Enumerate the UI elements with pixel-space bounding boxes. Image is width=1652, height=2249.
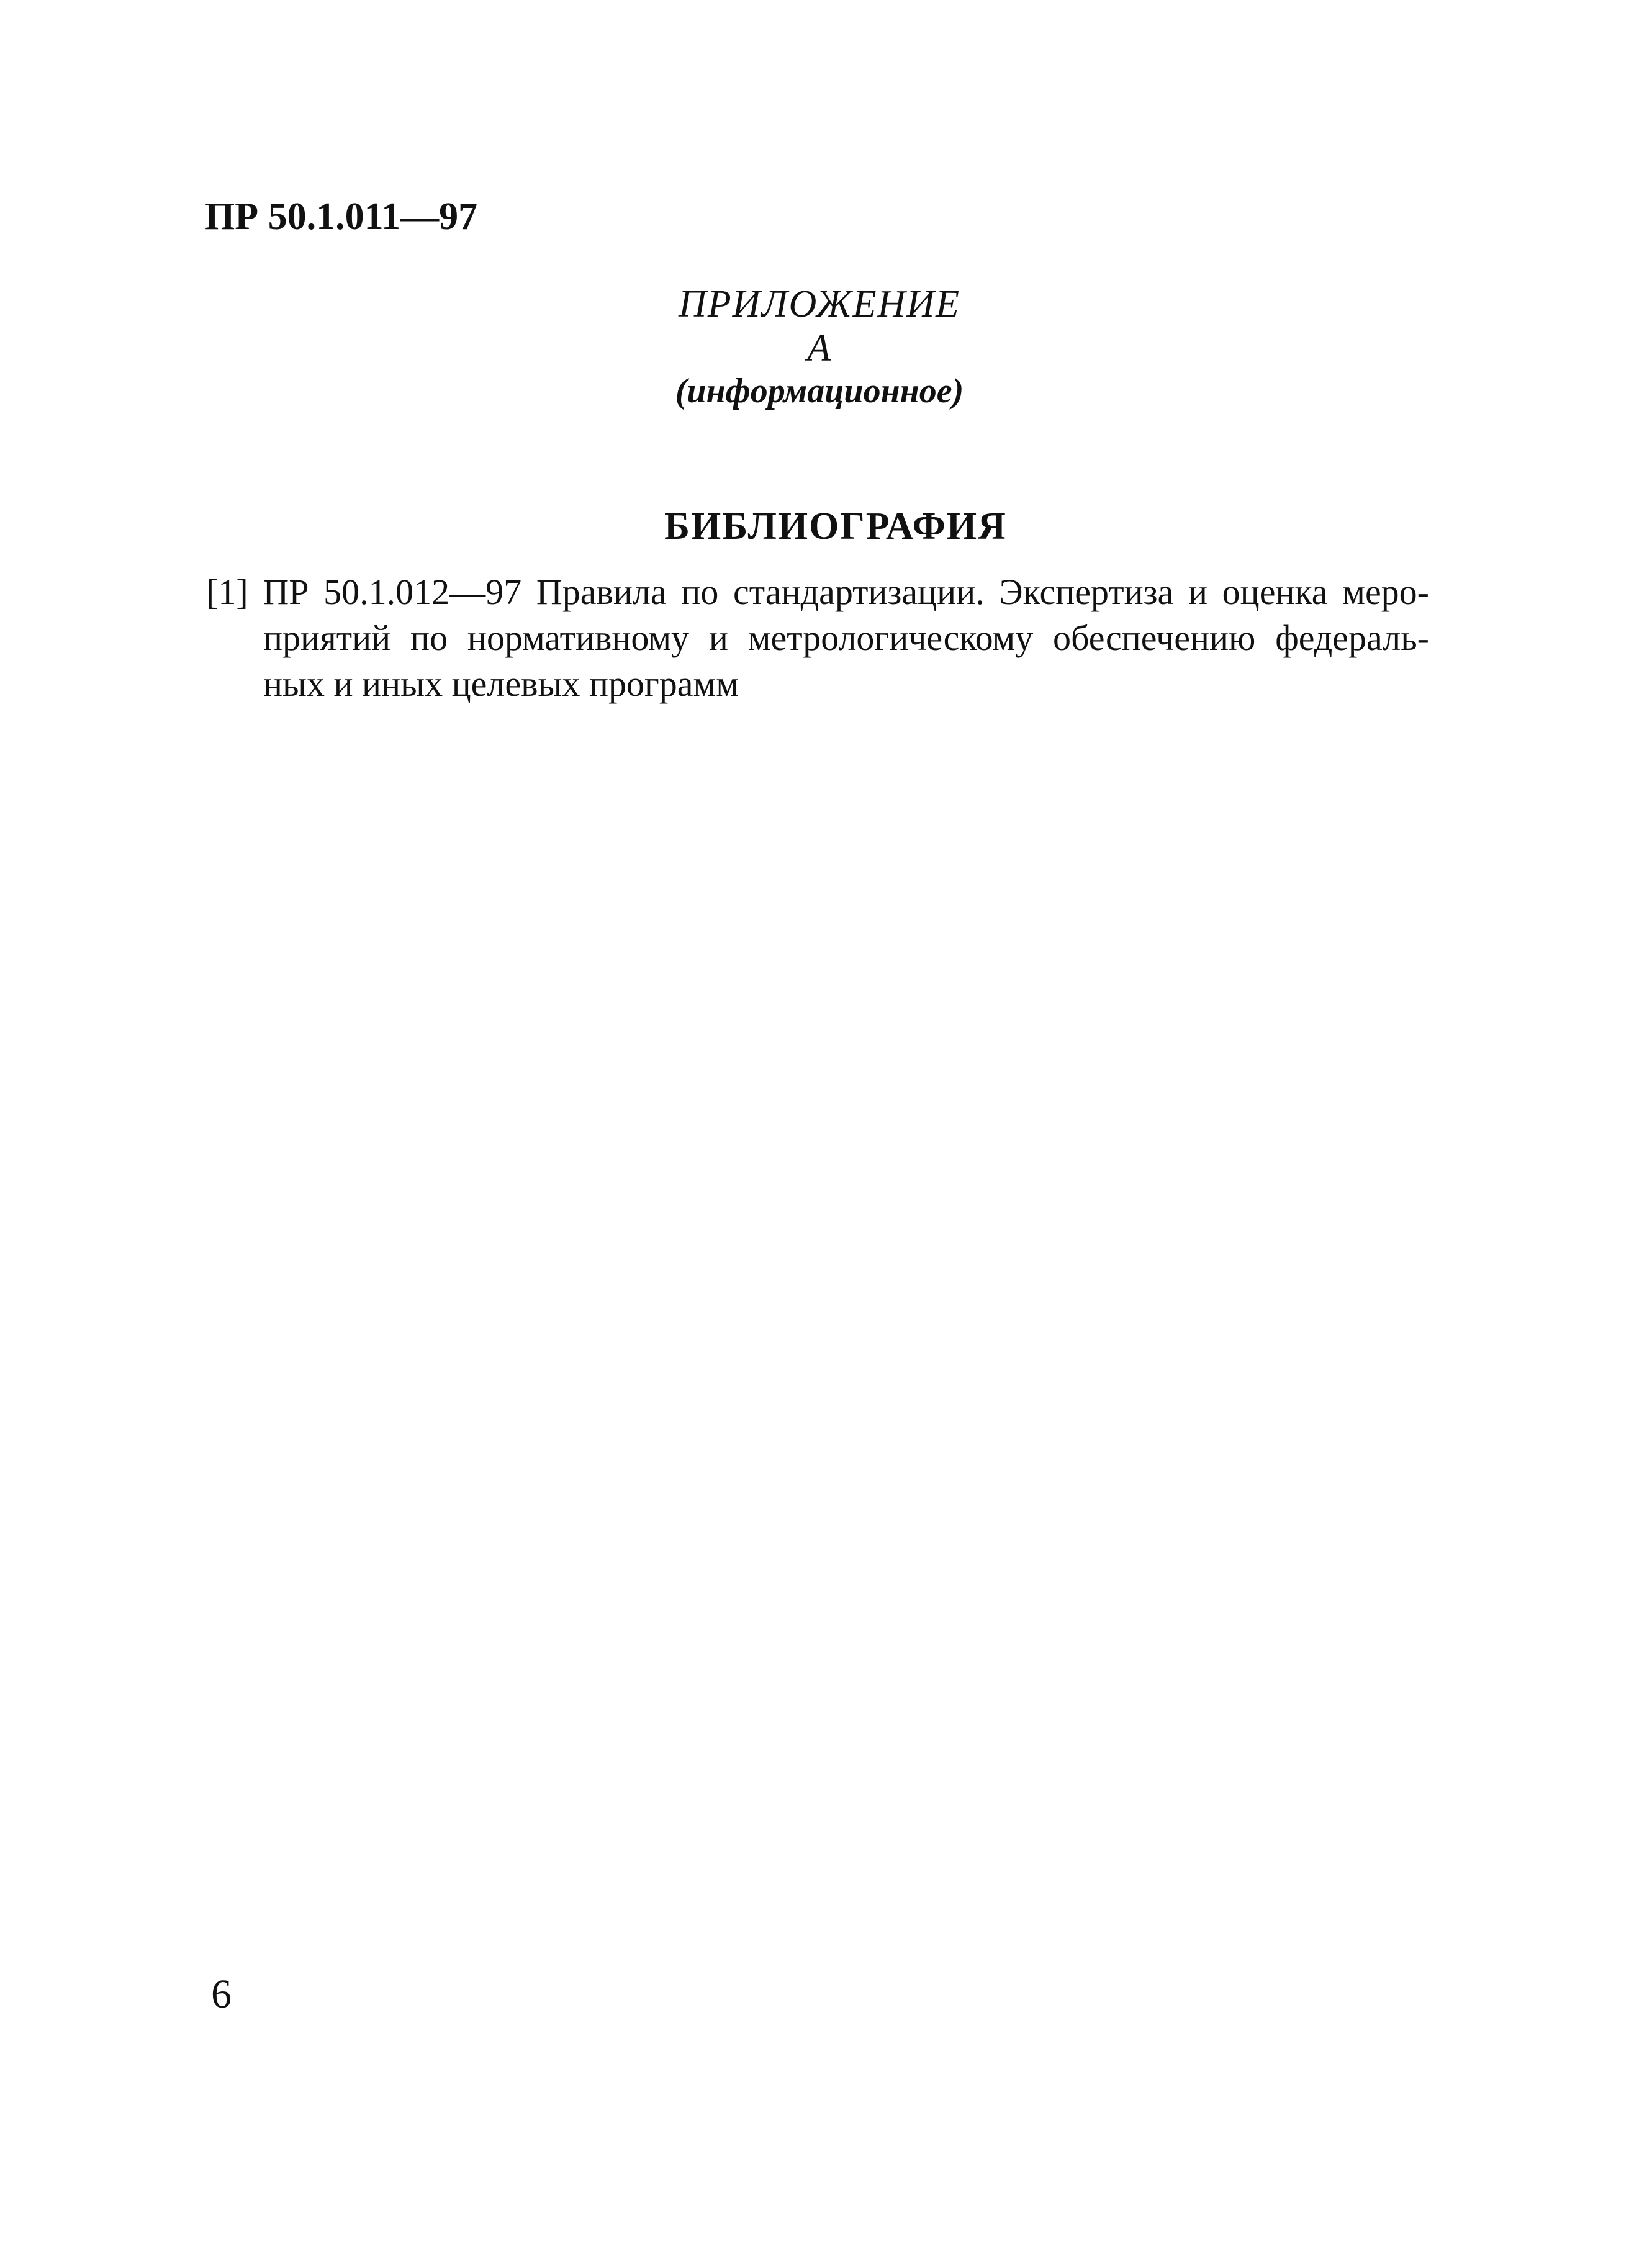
bibliography-entry-line: приятий по нормативному и метрологическому обеспечению федераль- [263,618,1429,658]
bibliography-title: БИБЛИОГРАФИЯ [664,505,1007,548]
annex-title: ПРИЛОЖЕНИЕ А [679,283,960,370]
bibliography-entry-line: [1] ПР 50.1.012—97 Правила по стандартизации. Экспертиза и оценка меро- [206,572,1429,612]
annex-subtitle: (информационное) [675,371,964,410]
annex-heading [664,282,975,411]
bibliography-entry [206,569,1448,707]
page-number: 6 [211,1972,232,2017]
bibliography-entry-line: ных и иных целевых программ [263,664,739,704]
document-code: ПР 50.1.011—97 [205,196,478,238]
